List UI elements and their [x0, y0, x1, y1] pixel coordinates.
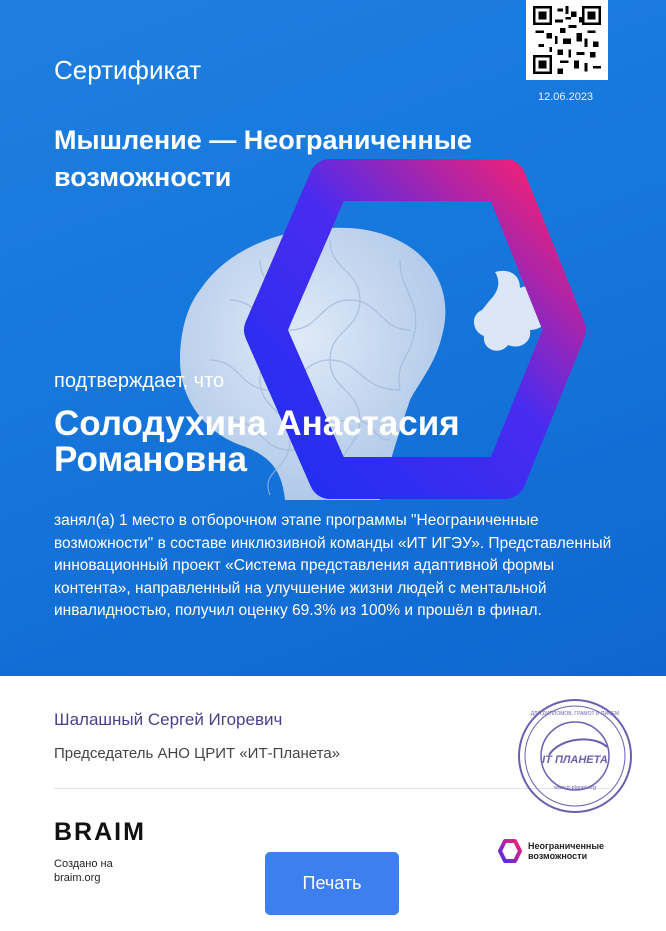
certificate-label: Сертификат [54, 55, 202, 85]
svg-text:www.it-planet.org: www.it-planet.org [553, 785, 597, 791]
program-title: Мышление — Неограниченные возможности [54, 125, 472, 192]
created-site: braim.org [54, 872, 101, 884]
print-button[interactable]: Печать [265, 852, 399, 915]
hexagon-logo-icon [497, 838, 523, 864]
qr-code-icon [526, 0, 608, 80]
created-label: Создано на [54, 858, 113, 870]
partner-logo-line1: Неограниченные [528, 841, 605, 851]
partner-logo-line2: возможности [528, 851, 588, 861]
created-on-text [54, 857, 113, 885]
signer-name: Шалашный Сергей Игоревич [54, 710, 283, 729]
braim-logo: BRAIM [54, 818, 146, 846]
signer-role: Председатель АНО ЦРИТ «ИТ-Планета» [54, 745, 341, 762]
svg-text:IT ПЛАНЕТА: IT ПЛАНЕТА [542, 754, 608, 766]
issue-date: 12.06.2023 [538, 91, 594, 103]
svg-text:ДЛЯ ДИПЛОМОВ, ГРАМОТ И ПИСЕМ: ДЛЯ ДИПЛОМОВ, ГРАМОТ И ПИСЕМ [530, 711, 620, 717]
confirms-text: подтверждает, что [54, 370, 225, 392]
achievement-description: занял(а) 1 место в отборочном этапе программы "Неограниченные возможности" в составе инклюзивной команды «ИТ ИГЭУ». Представленный инновационный проект «Система представления адаптивной формы контента», направленный на улучшение жизни людей с ментальной инвалидностью, получил оценку 69.3% из 100% и прошёл в финал. [54, 512, 612, 619]
it-planet-stamp [515, 697, 635, 815]
recipient-name: Солодухина Анастасия Романовна [54, 404, 460, 479]
unlimited-possibilities-logo [497, 838, 604, 864]
